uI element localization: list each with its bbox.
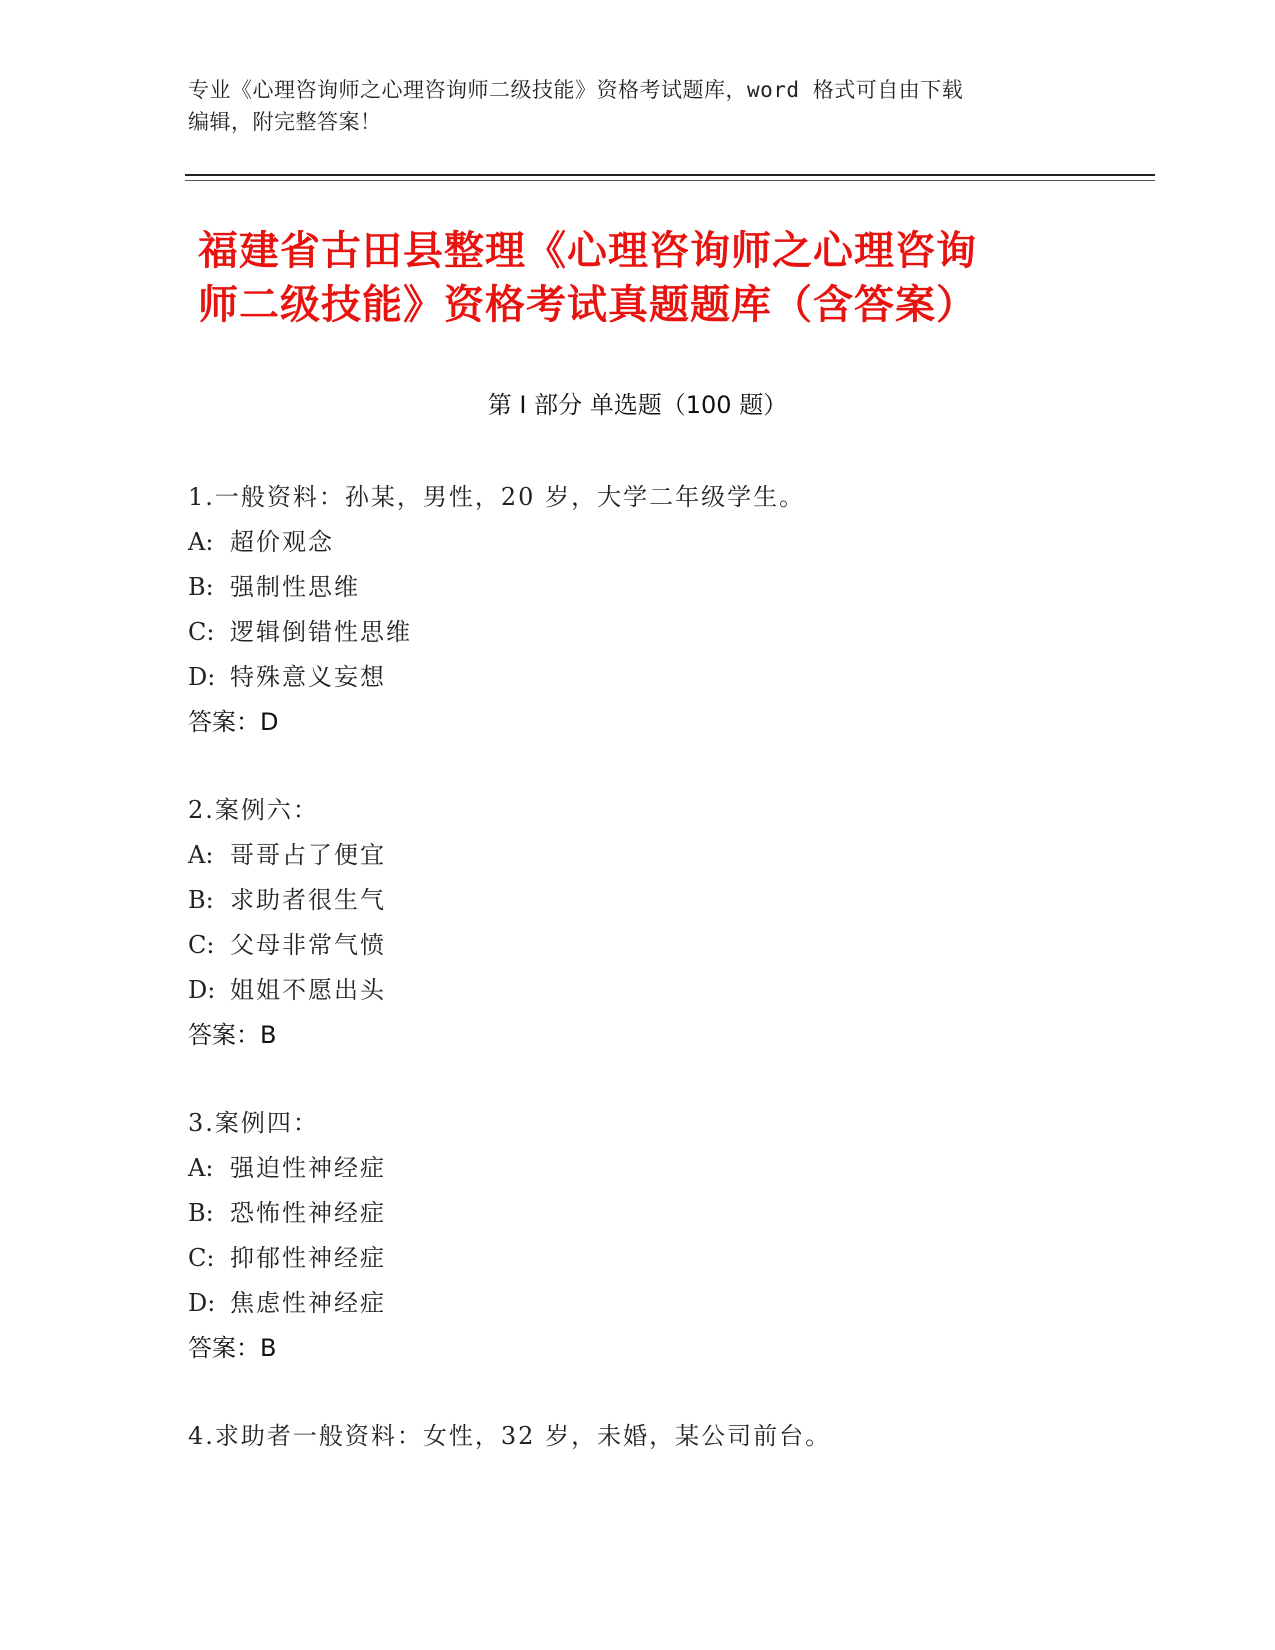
header-divider-thick bbox=[185, 174, 1155, 176]
question-4 bbox=[188, 1414, 1088, 1459]
option-d bbox=[188, 1281, 1088, 1326]
option-text: 抑郁性神经症 bbox=[230, 1244, 386, 1272]
option-b bbox=[188, 878, 1088, 923]
option-d bbox=[188, 968, 1088, 1013]
question-stem: 2.案例六： bbox=[188, 796, 319, 824]
question-2 bbox=[188, 788, 1088, 1058]
question-3 bbox=[188, 1101, 1088, 1371]
question-stem: 4.求助者一般资料：女性，32 岁，未婚，某公司前台。 bbox=[188, 1422, 832, 1450]
option-text: 姐姐不愿出头 bbox=[230, 976, 386, 1004]
option-letter: A: bbox=[188, 528, 214, 556]
option-text: 超价观念 bbox=[230, 528, 334, 556]
option-letter: A: bbox=[188, 1154, 214, 1182]
option-d bbox=[188, 655, 1088, 700]
option-b bbox=[188, 1191, 1088, 1236]
option-text: 逻辑倒错性思维 bbox=[230, 618, 412, 646]
option-letter: D: bbox=[188, 976, 216, 1004]
header-note-line-2: 编辑，附完整答案！ bbox=[188, 110, 382, 134]
option-letter: A: bbox=[188, 841, 214, 869]
option-c bbox=[188, 610, 1088, 655]
option-text: 强迫性神经症 bbox=[230, 1154, 386, 1182]
answer-line: 答案：B bbox=[188, 1021, 277, 1049]
option-a bbox=[188, 520, 1088, 565]
question-1 bbox=[188, 475, 1088, 745]
document-title-line-2: 师二级技能》资格考试真题题库（含答案） bbox=[198, 282, 977, 328]
answer-line: 答案：B bbox=[188, 1334, 277, 1362]
document-title bbox=[198, 224, 1098, 332]
option-c bbox=[188, 1236, 1088, 1281]
option-text: 强制性思维 bbox=[230, 573, 360, 601]
option-letter: B: bbox=[188, 886, 214, 914]
question-stem: 1.一般资料：孙某，男性，20 岁，大学二年级学生。 bbox=[188, 483, 806, 511]
option-letter: C: bbox=[188, 931, 215, 959]
answer-line: 答案：D bbox=[188, 708, 279, 736]
document-title-line-1: 福建省古田县整理《心理咨询师之心理咨询 bbox=[198, 228, 977, 274]
option-letter: D: bbox=[188, 663, 216, 691]
option-letter: C: bbox=[188, 1244, 215, 1272]
option-letter: B: bbox=[188, 1199, 214, 1227]
option-a bbox=[188, 1146, 1088, 1191]
option-letter: B: bbox=[188, 573, 214, 601]
option-text: 焦虑性神经症 bbox=[230, 1289, 386, 1317]
option-letter: C: bbox=[188, 618, 215, 646]
option-b bbox=[188, 565, 1088, 610]
option-a bbox=[188, 833, 1088, 878]
option-c bbox=[188, 923, 1088, 968]
option-text: 特殊意义妄想 bbox=[230, 663, 386, 691]
header-note-line-1: 专业《心理咨询师之心理咨询师二级技能》资格考试题库，word 格式可自由下载 bbox=[188, 78, 964, 102]
header-divider-thin bbox=[185, 180, 1155, 181]
option-text: 求助者很生气 bbox=[230, 886, 386, 914]
question-stem: 3.案例四： bbox=[188, 1109, 319, 1137]
option-text: 恐怖性神经症 bbox=[230, 1199, 386, 1227]
section-title: 第 I 部分 单选题（100 题） bbox=[487, 391, 788, 419]
option-text: 哥哥占了便宜 bbox=[230, 841, 386, 869]
question-list bbox=[188, 475, 1088, 1502]
option-letter: D: bbox=[188, 1289, 216, 1317]
option-text: 父母非常气愤 bbox=[230, 931, 386, 959]
header-note bbox=[188, 74, 1088, 138]
